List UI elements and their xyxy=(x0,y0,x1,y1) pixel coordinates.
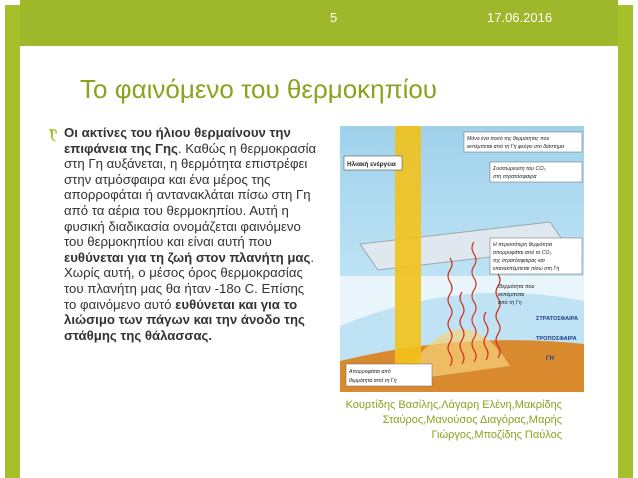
bold-life-phrase: ευθύνεται για τη ζωή στον πλανήτη μας xyxy=(64,249,311,265)
credits-line: Γιώργος,Μποζίδης Παύλος xyxy=(431,429,562,441)
text-part-2: . Χωρίς αυτή, ο μέσος όρος θερμοκρασίας του πλανήτη μας θα ήταν -18ο C. Επίσης το φαινόμενο αυτό xyxy=(64,249,315,312)
earth-label: ΓΗ xyxy=(546,356,554,362)
escape-label: Μόνο ένα ποσό της θερμότητας που εκπέμπεται από τη Γη φεύγει στο διάστημα xyxy=(467,136,564,150)
emitted-label: Θερμότητα που εκπέμπεται από τη Γη xyxy=(498,284,535,306)
bold-ice-phrase: ευθύνεται και για το λιώσιμο των πάγων και την άνοδο της στάθμης της θάλασσας. xyxy=(64,296,305,343)
credits xyxy=(318,398,562,443)
bullet-text xyxy=(64,125,320,343)
slide-number: 5 xyxy=(330,10,338,25)
credits-line: Σταύρος,Μανούσος Διαγόρας,Μαρής xyxy=(382,414,562,426)
slide-title: Το φαινόμενο του θερμοκηπίου xyxy=(80,74,438,104)
trapped-label: Η περισσότερη θερμότητα απορροφάται από το CO₂ της στρατόσφαιρας και επανεκπέμπεται πίσω στη Γη xyxy=(493,242,560,272)
bullet-icon xyxy=(48,128,58,142)
slide-date: 17.06.2016 xyxy=(487,10,553,25)
text-part-1: . Καθώς η θερμοκρασία στη Γη αυξάνεται, η θερμότητα επιστρέφει στην ατμόσφαιρα και ένα μέρος της απορροφάται ή αντανακλάται πίσω στη Γη από τα αέρια του θερμοκηπίου. Αυτή η φυσική διαδικασία ονομάζεται φαινόμενο του θερμοκηπίου και είναι αυτή που xyxy=(64,140,317,250)
co2-label: Συσσώρευση του CO₂ στη στρατόσφαιρα xyxy=(493,166,546,180)
bold-sun-sentence: Οι ακτίνες του ήλιου θερμαίνουν την επιφάνεια της Γης xyxy=(64,125,291,156)
credits-line: Κουρτίδης Βασίλης,Λάγαρη Ελένη,Μακρίδης xyxy=(345,399,562,411)
solar-label: Ηλιακή ενέργεια xyxy=(347,161,396,168)
greenhouse-effect-diagram xyxy=(340,126,584,392)
stratosphere-label: ΣΤΡΑΤΟΣΦΑΙΡΑ xyxy=(536,316,579,322)
troposphere-label: ΤΡΟΠΟΣΦΑΙΡΑ xyxy=(536,336,577,342)
absorbed-label: Απορροφάται από θερμότητα από τη Γη xyxy=(349,369,397,384)
